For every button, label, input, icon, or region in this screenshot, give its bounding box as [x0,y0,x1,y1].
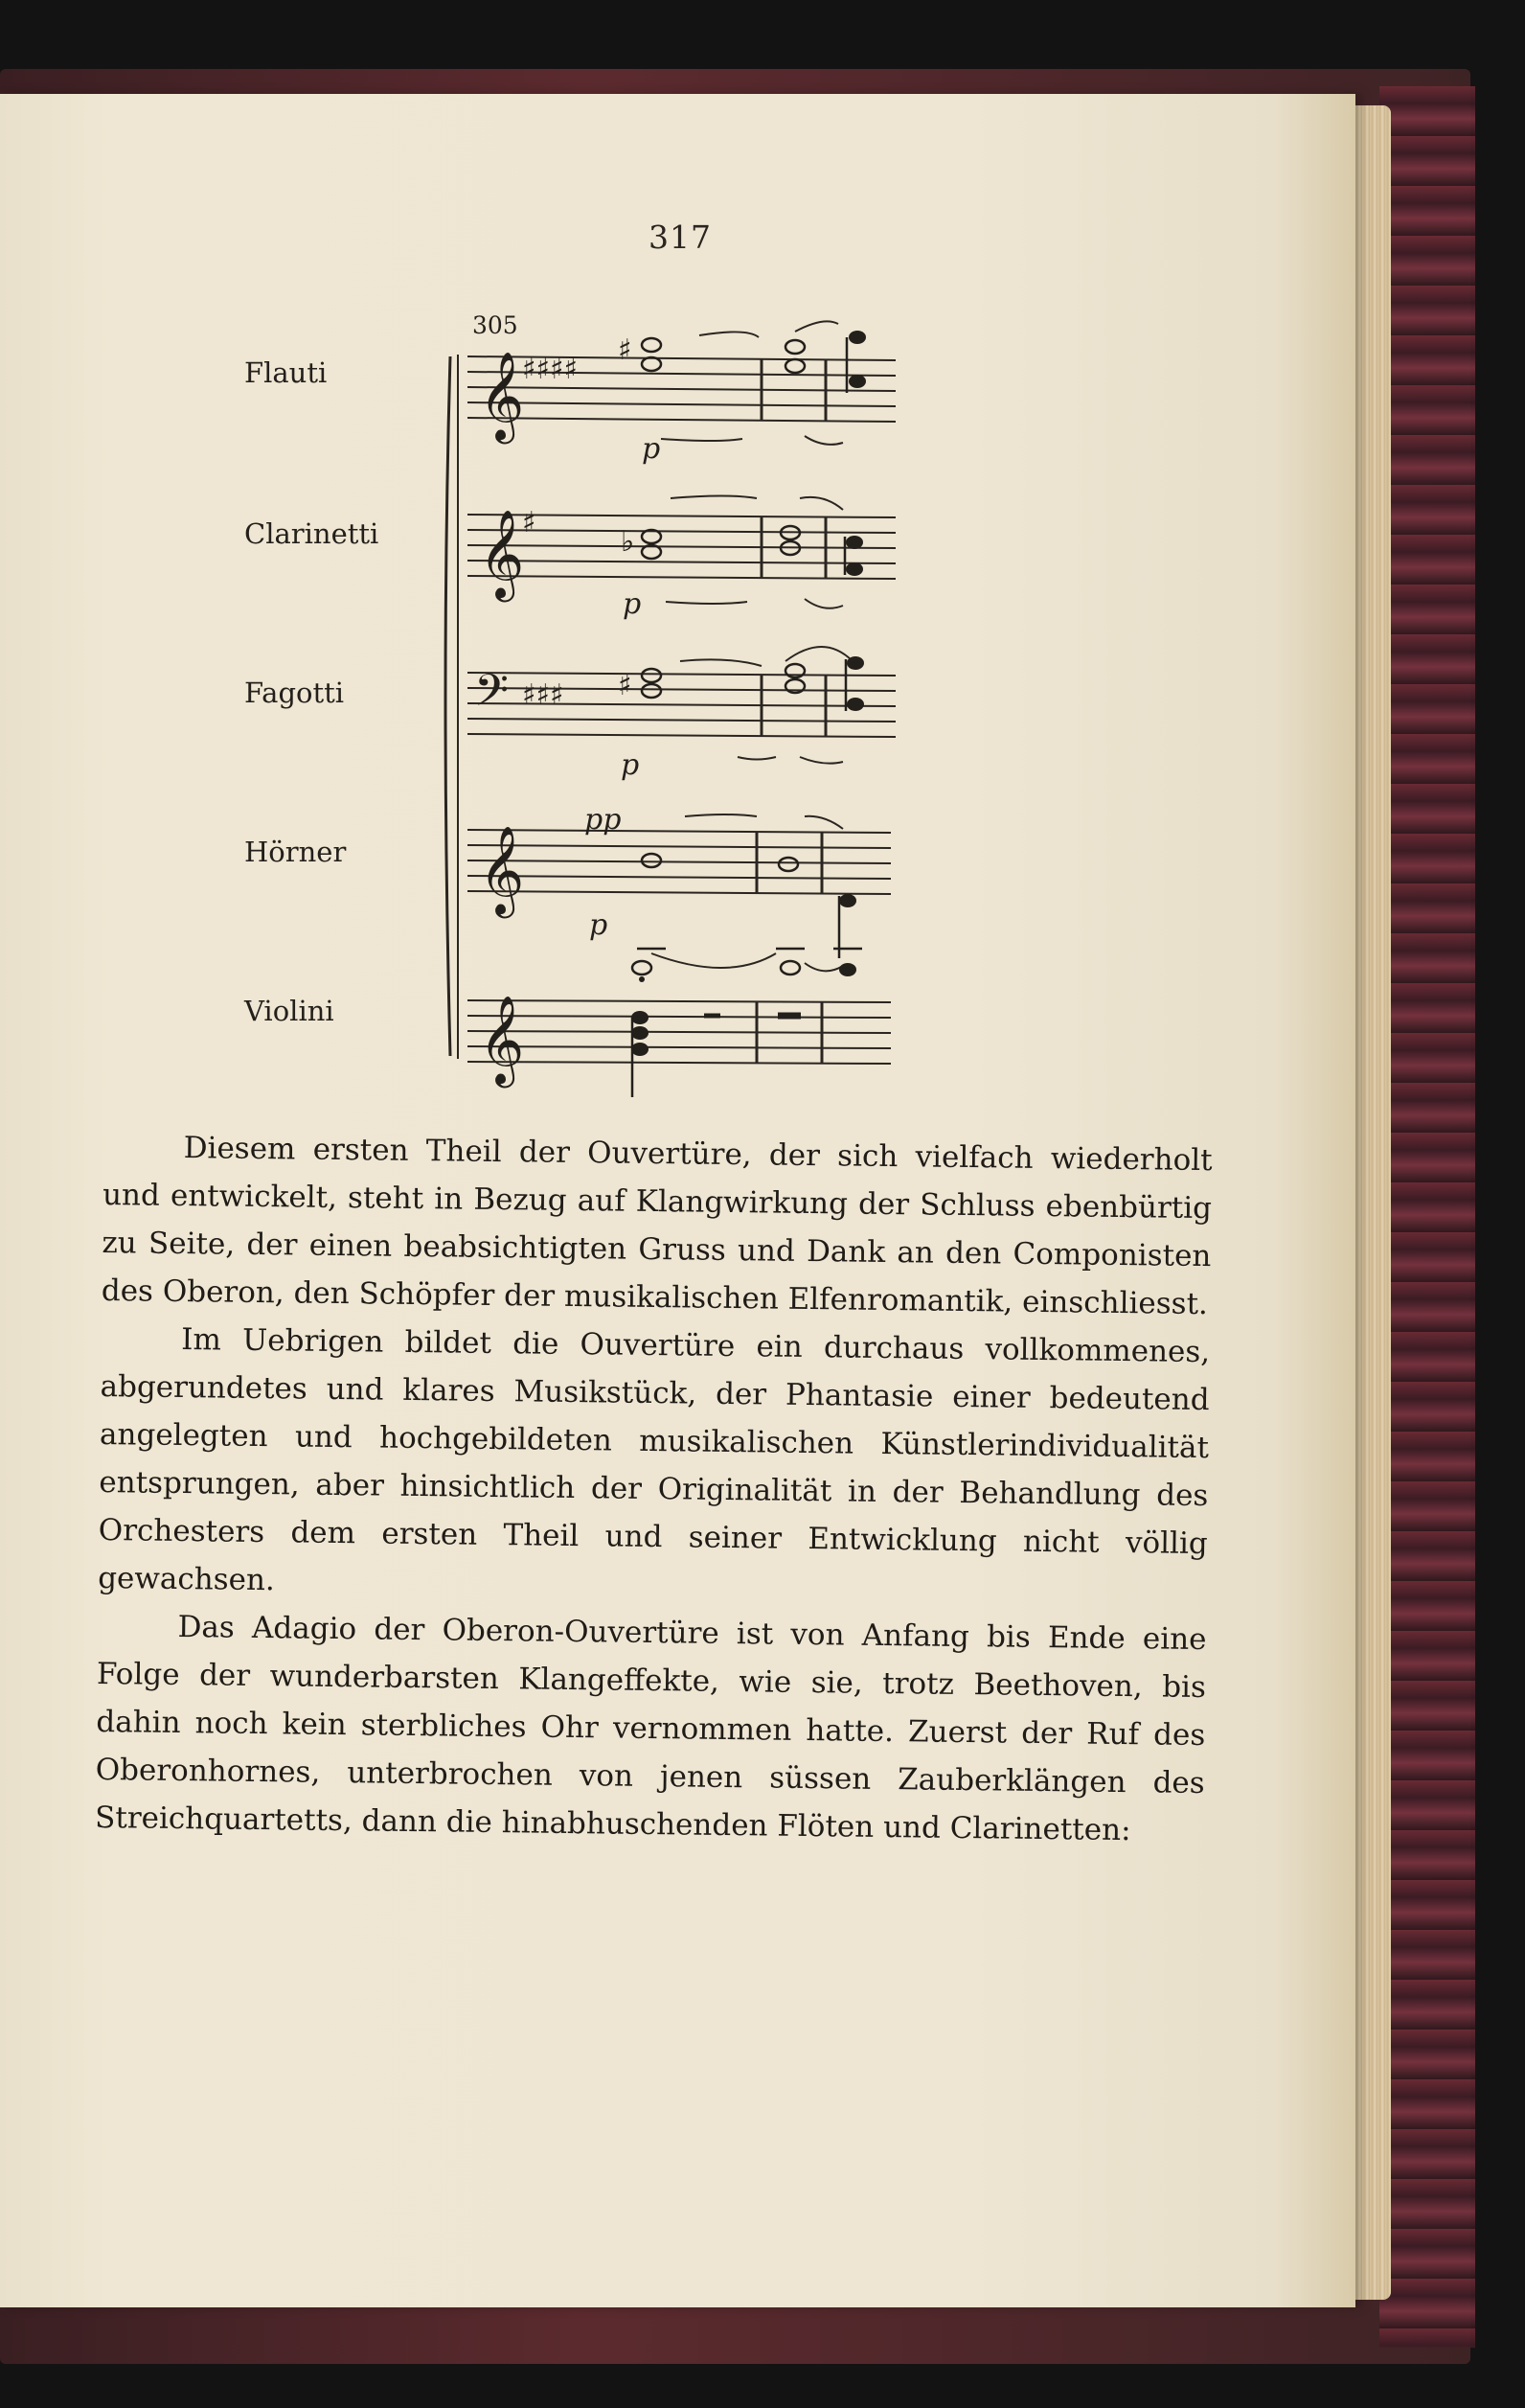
dynamic-fagotti: p [621,748,640,782]
instrument-label-clarinetti: Clarinetti [244,517,379,550]
paragraph-3: Das Adagio der Oberon-Ouvertüre ist von Anfang bis Ende eine Folge der wunderbarsten Klangeffekte, wie sie, trotz Beethoven, bis dahin noch kein sterbliches Ohr vernommen hatte. Zuerst der Ruf des Oberonhornes, unterbrochen von jenen süssen Zauberklängen des Streichquartetts, dann die hinabhuschenden Flöten und Clarinetten: [94,1609,1207,1848]
dynamic-horner-upper: pp [584,803,622,837]
bass-clef-icon: 𝄢 [474,665,510,727]
sharp-icon: ♯ [618,669,632,702]
instrument-label-horner: Hörner [244,836,347,868]
page-number: 317 [649,218,712,256]
body-text [95,1123,1213,1855]
treble-clef-icon: 𝄞 [479,351,525,440]
instrument-label-violini: Violini [244,995,334,1027]
instrument-label-fagotti: Fagotti [244,677,345,709]
instrument-label-flauti: Flauti [244,356,328,389]
treble-clef-icon: 𝄞 [479,995,525,1084]
sharp-icon: ♯♯♯♯ [522,353,579,386]
treble-clef-icon: 𝄞 [479,825,525,914]
sharp-icon: ♯ [618,333,632,367]
stems [632,337,862,1097]
dynamic-clarinetti: p [623,587,642,621]
dynamic-flauti: p [642,432,661,466]
sharp-icon: ♯♯♯ [522,678,564,712]
paragraph-1: Diesem ersten Theil der Ouvertüre, der sich vielfach wiederholt und entwickelt, steht in Bezug auf Klangwirkung der Schluss ebenbürtig zu Seite, der einen beabsichtigten Gruss und Dank an den Componisten des Oberon, den Schöpfer der musikalischen Elfenromantik, einschliesst. [101,1131,1213,1322]
dynamic-horner-lower: p [589,908,608,942]
sharp-icon: ♯ [522,506,536,539]
treble-clef-icon: 𝄞 [479,509,525,598]
measure-number: 305 [472,311,518,339]
flat-icon: ♭ [621,525,635,559]
paragraph-2: Im Uebrigen bildet die Ouvertüre ein durchaus vollkommenes, abgerundetes und klares Musikstück, der Phantasie einer bedeutend angelegten und hochgebildeten musikalischen Künstlerindividualität entsprungen, aber hinsichtlich der Originalität in der Behandlung des Orchesters dem ersten Theil und seiner Entwicklung nicht völlig gewachsen. [97,1322,1211,1598]
